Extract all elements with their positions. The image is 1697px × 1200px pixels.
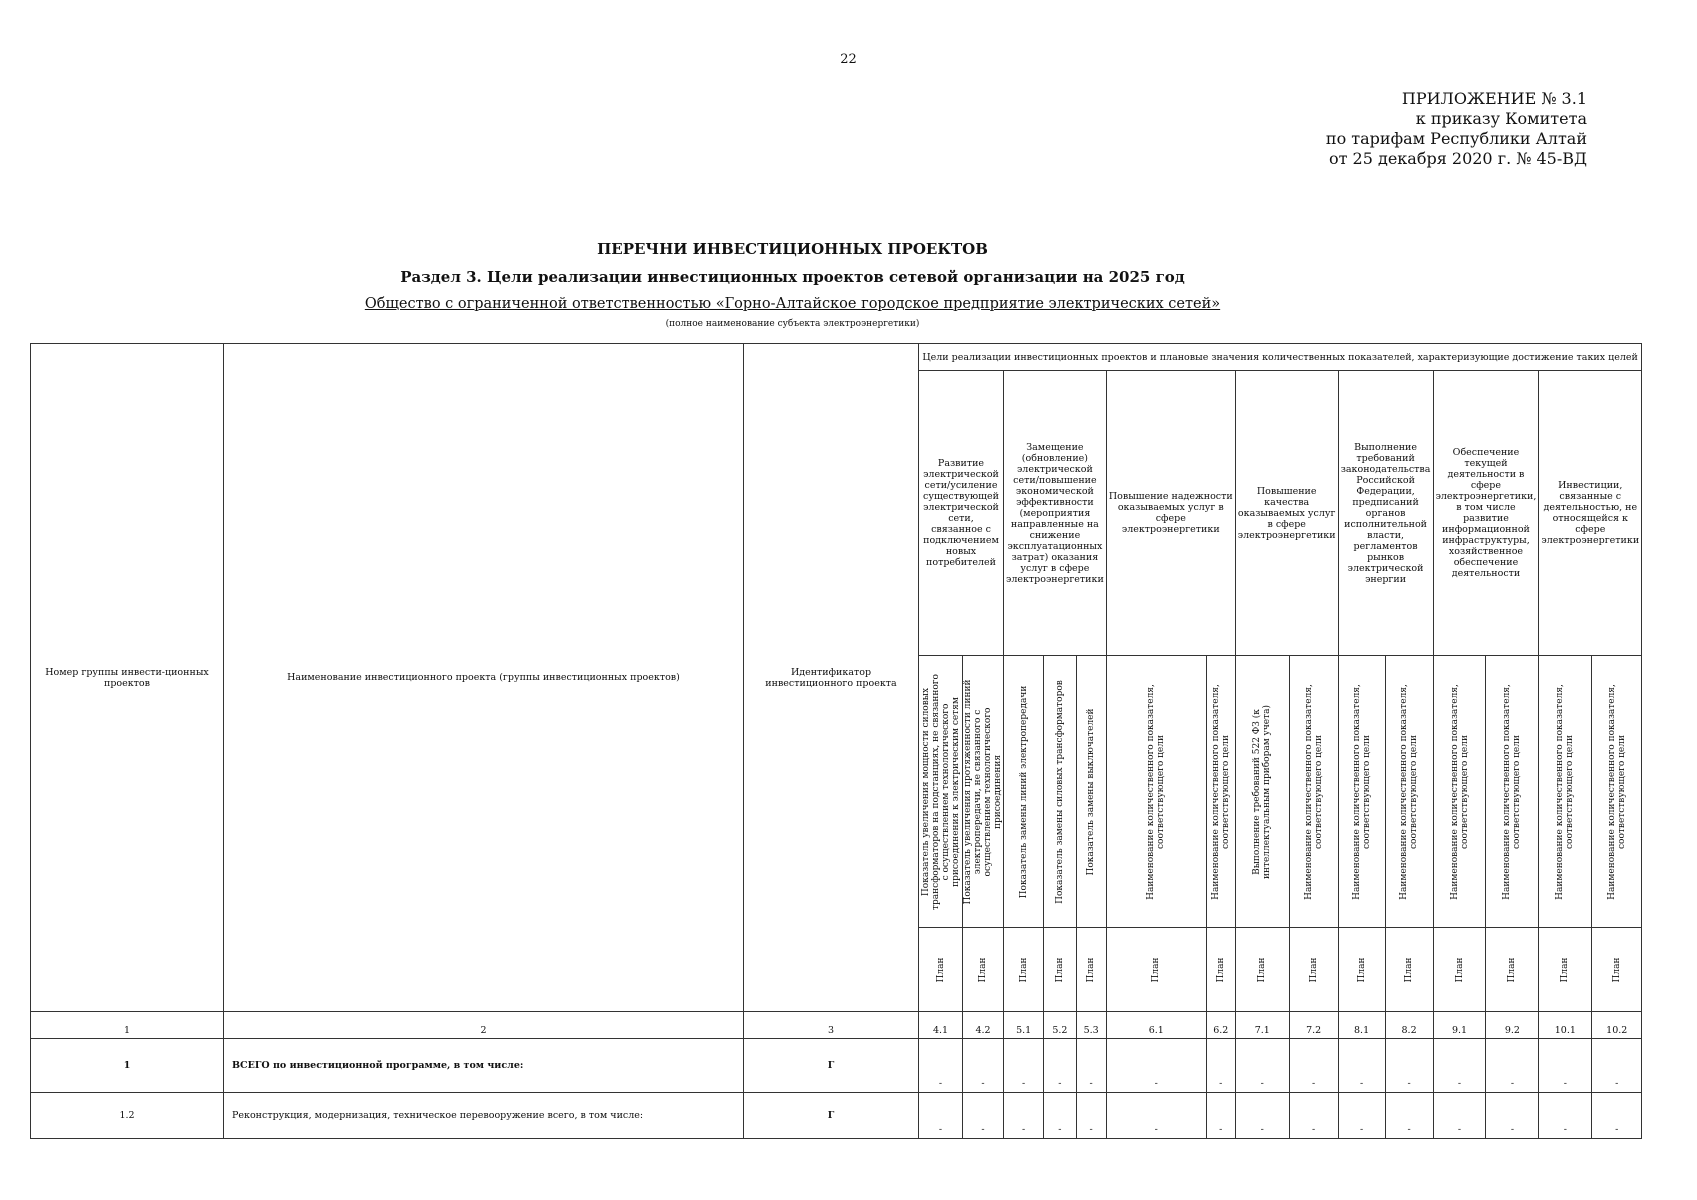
plan-value: - (1206, 1039, 1235, 1093)
column-number: 10.1 (1539, 1012, 1592, 1039)
column-number: 8.1 (1338, 1012, 1385, 1039)
plan-label: План (1086, 957, 1097, 982)
header-group-number: Номер группы инвести-ционных проектов (31, 344, 224, 1012)
plan-value: - (1592, 1039, 1642, 1093)
indicator-header (1338, 656, 1385, 928)
goal-group-7: Повышение качества оказываемых услуг в сфере электроэнергетики (1235, 371, 1338, 656)
plan-value: - (1004, 1039, 1044, 1093)
row-number: 1.2 (31, 1093, 224, 1139)
organization-name (0, 296, 1585, 312)
plan-header (1592, 928, 1642, 1012)
indicator-header (919, 656, 963, 928)
indicator-header (1289, 656, 1338, 928)
appendix-line-1: ПРИЛОЖЕНИЕ № 3.1 (1401, 89, 1587, 108)
plan-label: План (1215, 957, 1226, 982)
indicator-header-text: Показатель замены линий электропередачи (1018, 685, 1029, 898)
goal-group-9: Обеспечение текущей деятельности в сфере электроэнергетики, в том числе развитие информационной инфраструктуры, хозяйственное обеспечение деятельности (1433, 371, 1539, 656)
column-number: 4.2 (963, 1012, 1004, 1039)
indicator-header-text: Выполнение требований 522 ФЗ (к интеллектуальным приборам учета) (1252, 704, 1273, 879)
plan-value: - (1206, 1093, 1235, 1139)
indicator-header (1539, 656, 1592, 928)
indicator-header-text: Наименование количественного показателя, соответствующего цели (1502, 683, 1523, 900)
plan-value: - (1076, 1039, 1106, 1093)
column-number: 4.1 (919, 1012, 963, 1039)
plan-value: - (1433, 1039, 1486, 1093)
plan-value: - (1106, 1039, 1206, 1093)
row-identifier: Г (744, 1093, 919, 1139)
appendix-block (1326, 89, 1587, 169)
plan-header (1385, 928, 1433, 1012)
indicator-header-text: Наименование количественного показателя, соответствующего цели (1399, 683, 1420, 900)
organization-caption: (полное наименование субъекта электроэнергетики) (665, 319, 920, 329)
appendix-line-3: по тарифам Республики Алтай (1325, 129, 1587, 148)
plan-value: - (1433, 1093, 1486, 1139)
plan-label: План (1404, 957, 1415, 982)
indicator-header-text: Показатель замены выключателей (1086, 708, 1097, 876)
header-project-id: Идентификатор инвестиционного проекта (744, 344, 919, 1012)
goal-group-4: Развитие электрической сети/усиление существующей электрической сети, связанное с подключением новых потребителей (919, 371, 1004, 656)
plan-header (1076, 928, 1106, 1012)
header-project-name: Наименование инвестиционного проекта (группы инвестиционных проектов) (224, 344, 744, 1012)
plan-label: План (1507, 957, 1518, 982)
column-number: 2 (224, 1012, 744, 1039)
page-number: 22 (840, 52, 857, 67)
plan-value: - (919, 1093, 963, 1139)
plan-label: План (1611, 957, 1622, 982)
row-number: 1 (31, 1039, 224, 1093)
plan-label: План (978, 957, 988, 982)
plan-header (1235, 928, 1289, 1012)
plan-label: План (1308, 957, 1319, 982)
plan-value: - (1289, 1093, 1338, 1139)
plan-value: - (1539, 1039, 1592, 1093)
plan-header (1106, 928, 1206, 1012)
indicator-header-text: Наименование количественного показателя, соответствующего цели (1449, 683, 1470, 900)
plan-value: - (963, 1093, 1004, 1139)
indicator-header-text: Наименование количественного показателя, соответствующего цели (1303, 683, 1324, 900)
goal-group-8: Выполнение требований законодательства Российской Федерации, предписаний органов исполнительной власти, регламентов рынков электрической энергии (1338, 371, 1433, 656)
plan-value: - (1338, 1093, 1385, 1139)
plan-header (919, 928, 963, 1012)
plan-label: План (935, 957, 946, 982)
organization-name-text: Общество с ограниченной ответственностью «Горно-Алтайское городское предприятие электрических сетей» (364, 296, 1221, 312)
plan-value: - (963, 1039, 1004, 1093)
indicator-header (1592, 656, 1642, 928)
column-number: 1 (31, 1012, 224, 1039)
plan-header (1206, 928, 1235, 1012)
plan-label: План (1257, 957, 1268, 982)
indicator-header (1004, 656, 1044, 928)
plan-label: План (1560, 957, 1571, 982)
column-number: 5.1 (1004, 1012, 1044, 1039)
plan-value: - (1076, 1093, 1106, 1139)
indicator-header (1433, 656, 1486, 928)
document-title: ПЕРЕЧНИ ИНВЕСТИЦИОННЫХ ПРОЕКТОВ (597, 240, 988, 258)
column-number: 6.2 (1206, 1012, 1235, 1039)
indicator-header-text: Наименование количественного показателя, соответствующего цели (1210, 683, 1231, 900)
column-number: 7.2 (1289, 1012, 1338, 1039)
plan-value: - (1044, 1039, 1076, 1093)
goal-group-10: Инвестиции, связанные с деятельностью, не относящейся к сфере электроэнергетики (1539, 371, 1642, 656)
plan-header (963, 928, 1004, 1012)
indicator-header (1076, 656, 1106, 928)
indicator-header-text: Наименование количественного показателя, соответствующего цели (1351, 683, 1372, 900)
section-title: Раздел 3. Цели реализации инвестиционных проектов сетевой организации на 2025 год (400, 268, 1185, 286)
plan-value: - (919, 1039, 963, 1093)
plan-value: - (1539, 1093, 1592, 1139)
column-number: 8.2 (1385, 1012, 1433, 1039)
plan-label: План (1018, 957, 1029, 982)
plan-value: - (1289, 1039, 1338, 1093)
indicator-header-text: Показатель замены силовых трансформаторов (1054, 679, 1065, 904)
indicator-header (1206, 656, 1235, 928)
plan-header (1539, 928, 1592, 1012)
plan-value: - (1592, 1093, 1642, 1139)
indicator-header-text: Наименование количественного показателя, соответствующего цели (1146, 683, 1167, 900)
indicator-header (963, 656, 1004, 928)
indicator-header (1235, 656, 1289, 928)
indicator-header-text: Показатель увеличения мощности силовых трансформаторов на подстанциях, не связанного с осуществлением технологического присоединения к электрическим сетям (920, 673, 961, 910)
plan-header (1486, 928, 1539, 1012)
plan-value: - (1106, 1093, 1206, 1139)
column-number: 9.1 (1433, 1012, 1486, 1039)
indicator-header-text: Показатель увеличения протяженности линий электропередачи, не связанного с осуществлением технологического присоединения (963, 679, 1003, 904)
plan-value: - (1004, 1093, 1044, 1139)
column-number: 6.1 (1106, 1012, 1206, 1039)
investment-goals-table (30, 343, 1642, 1139)
plan-header (1004, 928, 1044, 1012)
appendix-line-2: к приказу Комитета (1415, 109, 1587, 128)
plan-value: - (1338, 1039, 1385, 1093)
indicator-header (1486, 656, 1539, 928)
indicator-header-text: Наименование количественного показателя, соответствующего цели (1555, 683, 1576, 900)
row-identifier: Г (744, 1039, 919, 1093)
plan-value: - (1486, 1039, 1539, 1093)
plan-value: - (1385, 1093, 1433, 1139)
column-number: 7.1 (1235, 1012, 1289, 1039)
plan-label: План (1356, 957, 1367, 982)
column-number: 10.2 (1592, 1012, 1642, 1039)
column-number: 9.2 (1486, 1012, 1539, 1039)
goal-group-5: Замещение (обновление) электрической сети/повышение экономической эффективности (мероприятия направленные на снижение эксплуатационных затрат) оказания услуг в сфере электроэнергетики (1004, 371, 1107, 656)
indicator-header (1385, 656, 1433, 928)
plan-header (1044, 928, 1076, 1012)
plan-header (1338, 928, 1385, 1012)
column-number: 5.3 (1076, 1012, 1106, 1039)
plan-header (1433, 928, 1486, 1012)
indicator-header (1106, 656, 1206, 928)
plan-value: - (1044, 1093, 1076, 1139)
plan-value: - (1486, 1093, 1539, 1139)
indicator-header-text: Наименование количественного показателя, соответствующего цели (1606, 683, 1627, 900)
goal-group-6: Повышение надежности оказываемых услуг в сфере электроэнергетики (1106, 371, 1235, 656)
plan-label: План (1454, 957, 1465, 982)
plan-value: - (1235, 1039, 1289, 1093)
plan-header (1289, 928, 1338, 1012)
appendix-line-4: от 25 декабря 2020 г. № 45-ВД (1328, 149, 1587, 168)
column-number: 5.2 (1044, 1012, 1076, 1039)
plan-label: План (1151, 957, 1162, 982)
column-number: 3 (744, 1012, 919, 1039)
row-name: Реконструкция, модернизация, техническое перевооружение всего, в том числе: (224, 1093, 744, 1139)
plan-value: - (1385, 1039, 1433, 1093)
indicator-header (1044, 656, 1076, 928)
plan-label: План (1054, 957, 1065, 982)
header-goals: Цели реализации инвестиционных проектов и плановые значения количественных показателей, характеризующие достижение таких целей (919, 344, 1642, 371)
plan-value: - (1235, 1093, 1289, 1139)
row-name: ВСЕГО по инвестиционной программе, в том числе: (224, 1039, 744, 1093)
